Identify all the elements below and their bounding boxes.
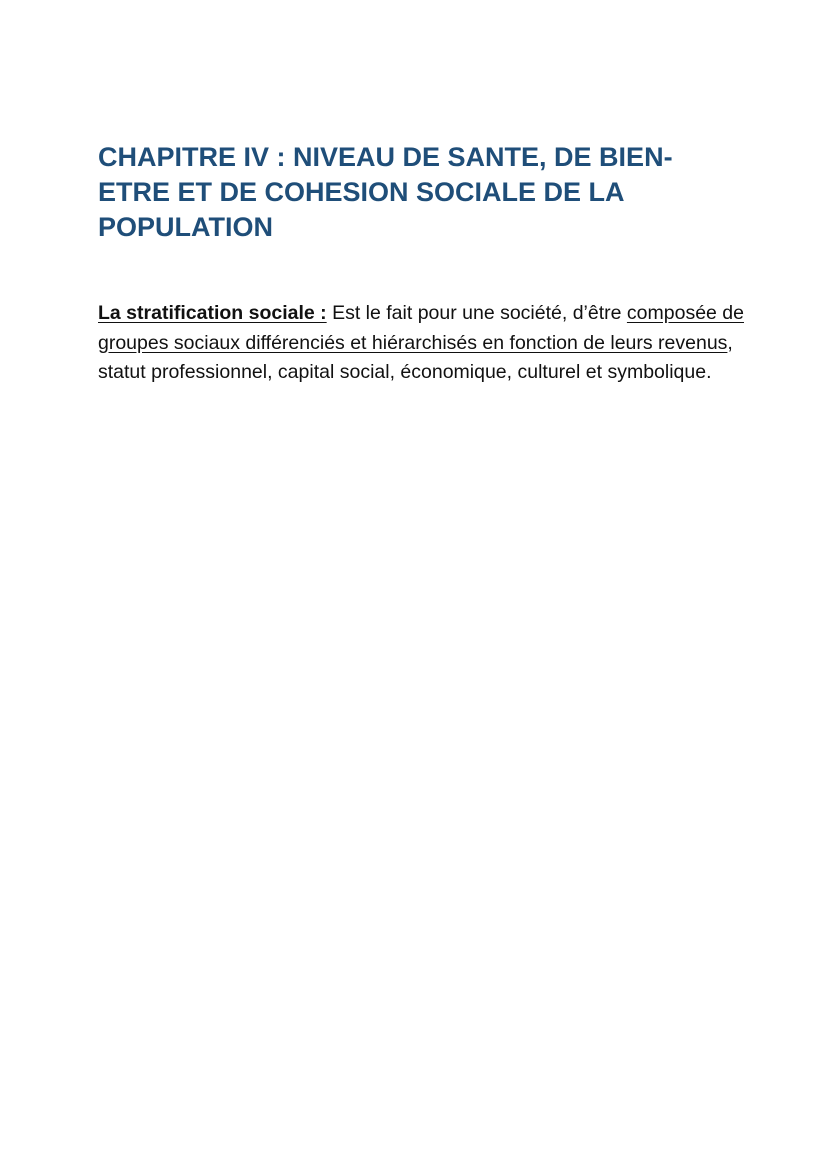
chapter-title-line-1: CHAPITRE IV : NIVEAU DE SANTE, DE BIEN- [98, 142, 673, 172]
chapter-title-line-2: ETRE ET DE COHESION SOCIALE DE LA [98, 177, 625, 207]
definition-intro-text: Est le fait pour une société, d’être [326, 302, 627, 324]
definition-term: La stratification sociale : [98, 302, 327, 324]
definition-rest-text: , statut professionnel, capital social, économique, culturel et symbolique. [98, 331, 733, 383]
definition-underlined-text: composée de groupes sociaux différenciés et hiérarchisés en fonction de leurs revenus [98, 302, 744, 354]
chapter-title [98, 140, 738, 245]
chapter-title-line-3: POPULATION [98, 212, 273, 242]
definition-paragraph [98, 299, 758, 388]
